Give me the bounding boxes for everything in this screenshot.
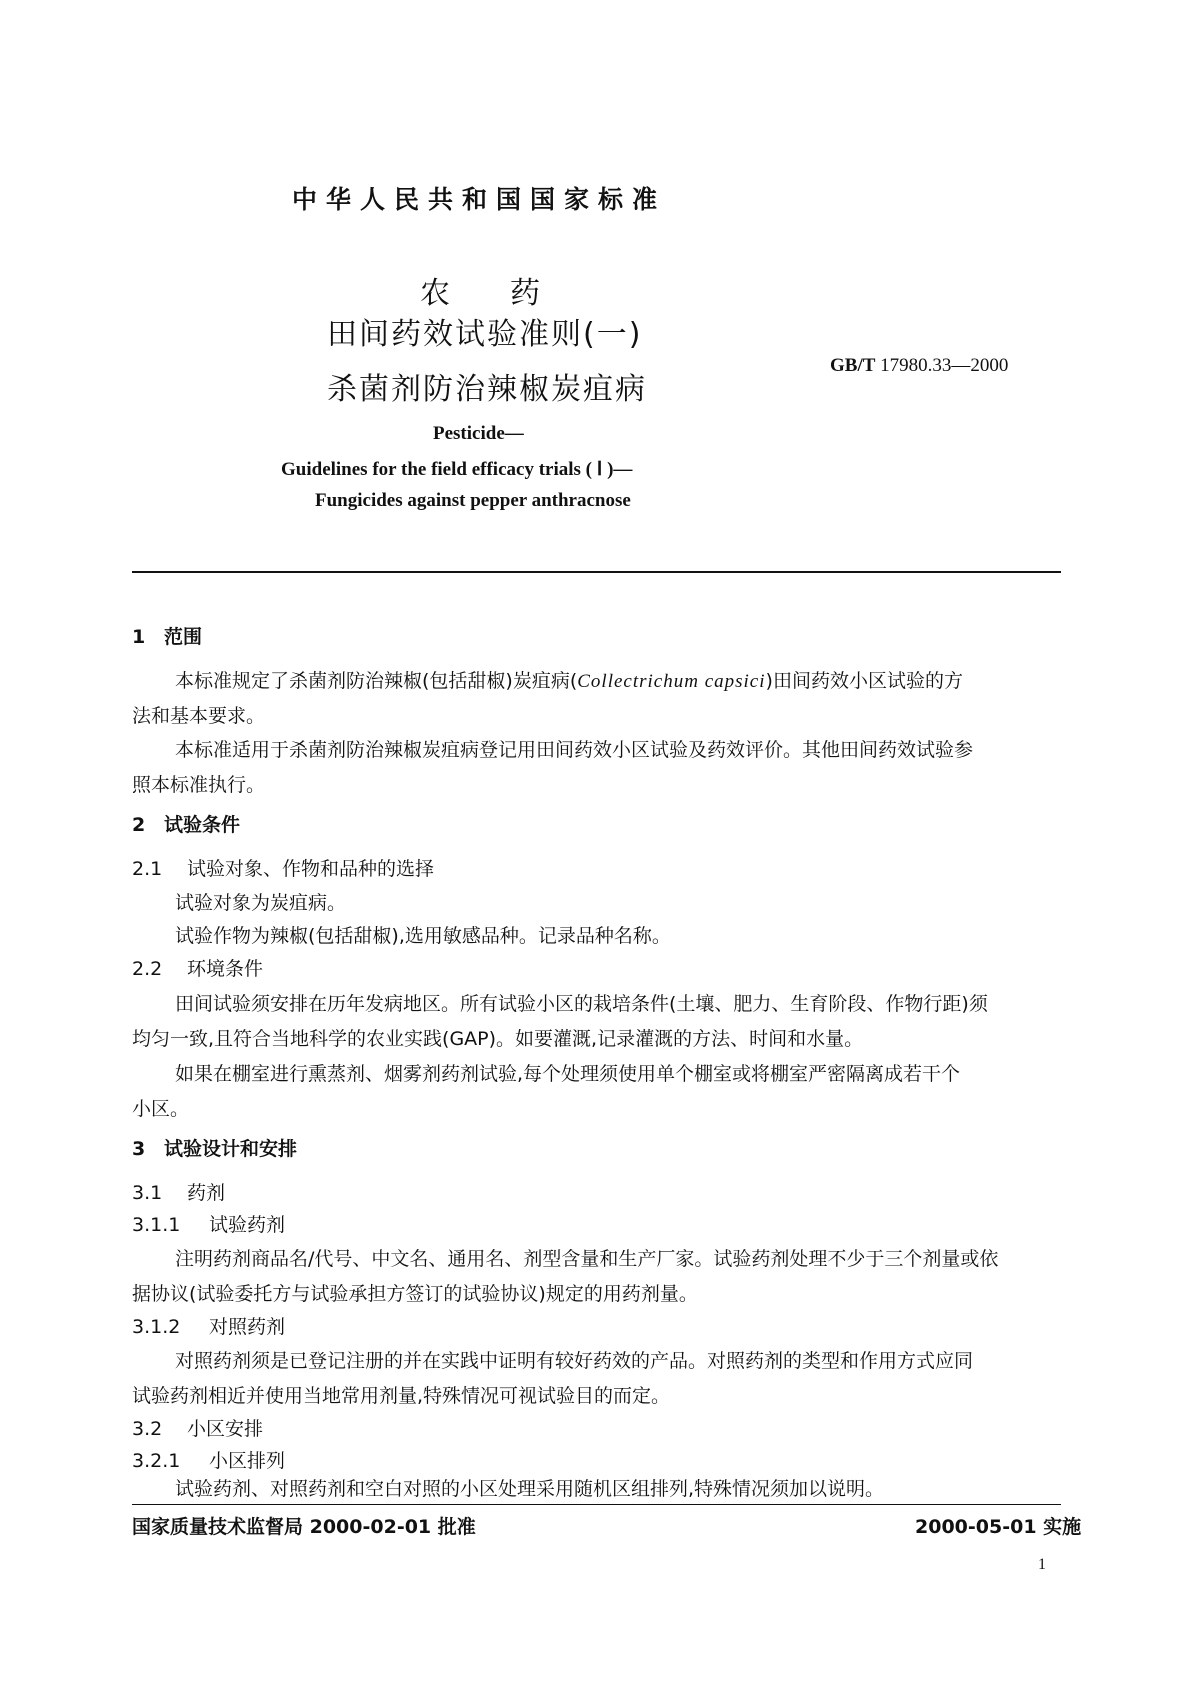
section-3-title: 试验设计和安排 — [164, 1138, 298, 1160]
subsection-2-2-number: 2.2 — [132, 958, 163, 980]
section-1-paragraph-2-line-1: 本标准适用于杀菌剂防治辣椒炭疽病登记用田间药效小区试验及药效评价。其他田间药效试验参 — [175, 739, 974, 761]
subsection-3-1-1-heading — [132, 1208, 285, 1242]
title-line-1: 农药 — [420, 276, 600, 311]
english-title-line-2: Guidelines for the field efficacy trials ( Ⅰ )— — [281, 459, 633, 480]
english-title-line-1: Pesticide— — [433, 423, 524, 444]
section-1-p1-text-b: )田间药效小区试验的方 — [765, 670, 963, 692]
section-1-paragraph-1-line-2: 法和基本要求。 — [132, 705, 266, 727]
national-standard-heading: 中华人民共和国国家标准 — [292, 185, 667, 214]
subsection-2-1-number: 2.1 — [132, 858, 163, 880]
subsection-3-2-1-paragraph: 试验药剂、对照药剂和空白对照的小区处理采用随机区组排列,特殊情况须加以说明。 — [175, 1478, 885, 1500]
subsection-2-2-paragraph-2-line-1: 如果在棚室进行熏蒸剂、烟雾剂药剂试验,每个处理须使用单个棚室或将棚室严密隔离成若干个 — [175, 1063, 961, 1085]
standard-code-number: 17980.33—2000 — [880, 355, 1009, 376]
subsection-3-2-1-title: 小区排列 — [209, 1450, 286, 1472]
subsection-2-1-title: 试验对象、作物和品种的选择 — [187, 858, 435, 880]
subsection-2-1-paragraph-1: 试验对象为炭疽病。 — [175, 892, 347, 914]
footer-divider — [132, 1504, 1061, 1505]
subsection-2-2-paragraph-1-line-1: 田间试验须安排在历年发病地区。所有试验小区的栽培条件(土壤、肥力、生育阶段、作物行距)须 — [175, 993, 988, 1015]
header-divider — [132, 571, 1061, 573]
subsection-3-2-title: 小区安排 — [187, 1418, 264, 1440]
subsection-3-1-1-paragraph-line-2: 据协议(试验委托方与试验承担方签订的试验协议)规定的用药剂量。 — [132, 1283, 698, 1305]
section-2-heading — [132, 810, 240, 837]
pathogen-latin-name: Collectrichum capsici — [577, 671, 766, 692]
section-1-title: 范围 — [164, 626, 203, 648]
subsection-2-2-paragraph-2-line-2: 小区。 — [132, 1098, 190, 1120]
subsection-3-1-1-title: 试验药剂 — [209, 1214, 286, 1236]
subsection-3-1-title: 药剂 — [187, 1182, 226, 1204]
title-line-3: 杀菌剂防治辣椒炭疽病 — [327, 372, 647, 407]
section-3-number: 3 — [132, 1138, 146, 1160]
subsection-2-2-title: 环境条件 — [187, 958, 264, 980]
subsection-3-2-1-number: 3.2.1 — [132, 1450, 181, 1472]
implementation-date: 2000-05-01 实施 — [915, 1516, 1082, 1538]
subsection-3-1-1-number: 3.1.1 — [132, 1214, 181, 1236]
subsection-2-1-heading — [132, 852, 434, 886]
subsection-3-1-1-paragraph-line-1: 注明药剂商品名/代号、中文名、通用名、剂型含量和生产厂家。试验药剂处理不少于三个剂量或依 — [175, 1248, 999, 1270]
subsection-3-1-2-number: 3.1.2 — [132, 1316, 181, 1338]
standard-code-prefix: GB/T — [830, 355, 876, 376]
section-1-paragraph-1-line-1 — [175, 664, 963, 699]
section-1-p1-text-a: 本标准规定了杀菌剂防治辣椒(包括甜椒)炭疽病( — [175, 670, 578, 692]
section-1-heading — [132, 622, 202, 649]
subsection-3-1-2-paragraph-line-2: 试验药剂相近并使用当地常用剂量,特殊情况可视试验目的而定。 — [132, 1385, 671, 1407]
subsection-2-2-heading — [132, 952, 263, 986]
section-3-heading — [132, 1134, 297, 1161]
standard-code — [830, 355, 1008, 377]
subsection-3-1-2-paragraph-line-1: 对照药剂须是已登记注册的并在实践中证明有较好药效的产品。对照药剂的类型和作用方式应同 — [175, 1350, 974, 1372]
section-1-paragraph-2-line-2: 照本标准执行。 — [132, 774, 266, 796]
page-number: 1 — [1038, 1556, 1046, 1573]
section-2-number: 2 — [132, 814, 146, 836]
subsection-3-1-2-heading — [132, 1310, 285, 1344]
subsection-2-1-paragraph-2: 试验作物为辣椒(包括甜椒),选用敏感品种。记录品种名称。 — [175, 925, 671, 947]
subsection-3-2-number: 3.2 — [132, 1418, 163, 1440]
subsection-3-1-heading — [132, 1176, 225, 1210]
subsection-3-2-heading — [132, 1412, 263, 1446]
section-2-title: 试验条件 — [164, 814, 241, 836]
approval-note: 国家质量技术监督局 2000-02-01 批准 — [132, 1516, 476, 1538]
subsection-3-1-number: 3.1 — [132, 1182, 163, 1204]
subsection-3-1-2-title: 对照药剂 — [209, 1316, 286, 1338]
english-title-line-3: Fungicides against pepper anthracnose — [315, 490, 631, 511]
section-1-number: 1 — [132, 626, 146, 648]
subsection-2-2-paragraph-1-line-2: 均匀一致,且符合当地科学的农业实践(GAP)。如要灌溉,记录灌溉的方法、时间和水量。 — [132, 1028, 864, 1050]
title-line-2: 田间药效试验准则(一) — [327, 317, 643, 352]
